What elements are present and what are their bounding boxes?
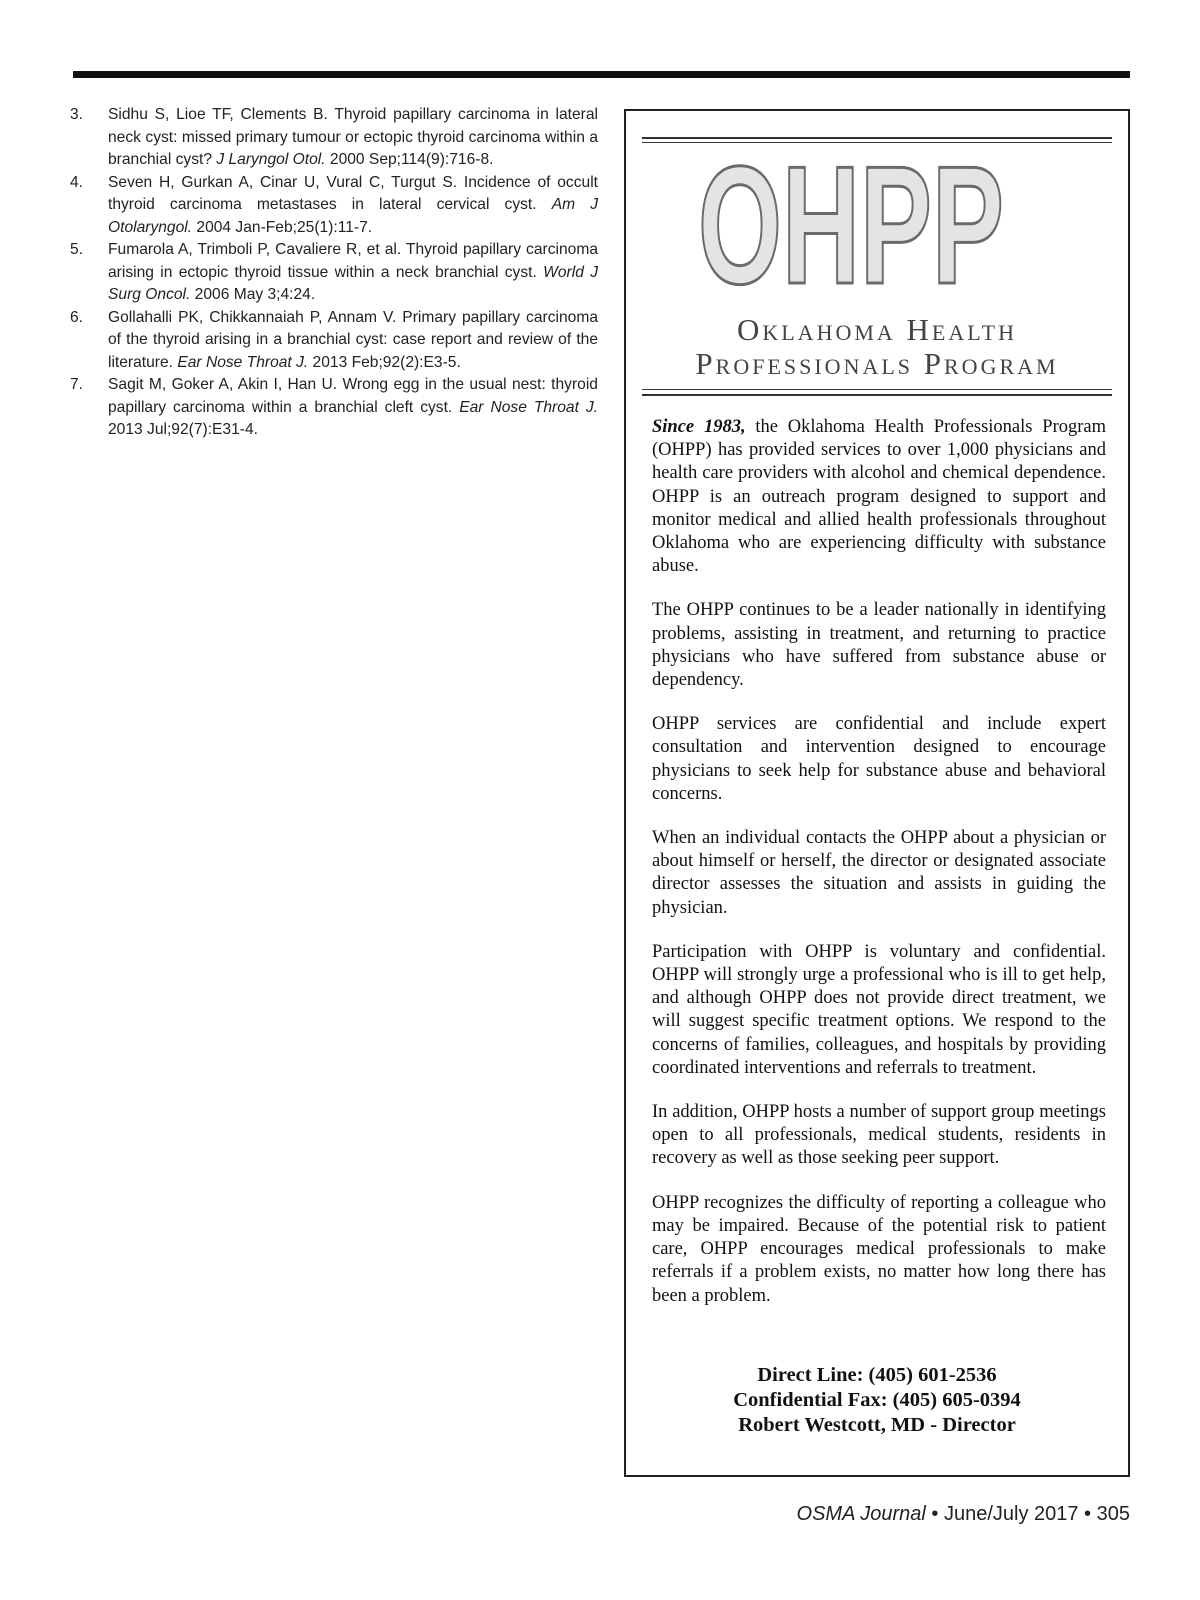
paragraph: Participation with OHPP is voluntary and confidential. OHPP will strongly urge a professional who is ill to get help, and although OHPP does not provide direct treatment, we will suggest specific treatment options. We respond to the concerns of families, colleagues, and hospitals by providing coordinated interventions and referrals to treatment. (652, 941, 1106, 1078)
page-footer: OSMA Journal • June/July 2017 • 305 (796, 1503, 1130, 1525)
journal-name: Ear Nose Throat J. (177, 353, 309, 371)
org-name: Oklahoma Health Professionals Program (695, 312, 1059, 381)
reference-number: 7. (70, 376, 84, 393)
divider (642, 389, 1112, 390)
reference-item (70, 374, 598, 442)
reference-item (70, 239, 598, 307)
reference-text: Gollahalli PK, Chikkannaiah P, Annam V. Primary papillary carcinoma of the thyroid arising in a branchial cyst: case report and review of the literature. Ear Nose Throat J. 2013 Feb;92(2):E3-5. (108, 308, 598, 371)
direct-line: Direct Line: (405) 601-2536 (757, 1364, 997, 1386)
ohpp-advertisement (624, 109, 1130, 1477)
journal-name: World J Surg Oncol. (108, 263, 598, 303)
reference-text: Fumarola A, Trimboli P, Cavaliere R, et al. Thyroid papillary carcinoma arising in ectopic thyroid tissue within a neck branchial cyst. World J Surg Oncol. 2006 May 3;4:24. (108, 241, 598, 303)
reference-text: Sidhu S, Lioe TF, Clements B. Thyroid papillary carcinoma in lateral neck cyst: missed primary tumour or ectopic thyroid carcinoma within a branchial cyst? J Laryngol Otol. 2000 Sep;114(9):716-8. (108, 106, 598, 168)
divider (642, 394, 1112, 396)
svg-text:OHPP: OHPP (698, 131, 1004, 319)
reference-number: 3. (70, 106, 84, 123)
journal-title: OSMA Journal (796, 1503, 926, 1525)
paragraph: OHPP recognizes the difficulty of reporting a colleague who may be impaired. Because of the potential risk to patient care, OHPP encourages medical professionals to make referrals if a problem exists, no matter how long there has been a problem. (652, 1192, 1106, 1306)
paragraph: In addition, OHPP hosts a number of support group meetings open to all professionals, medical students, residents in recovery as well as those seeking peer support. (652, 1102, 1106, 1169)
intro-lead: Since 1983, (652, 417, 746, 437)
paragraph: The OHPP continues to be a leader nationally in identifying problems, assisting in treatment, and returning to practice physicians who have suffered from substance abuse or dependency. (652, 600, 1106, 691)
ad-body (652, 416, 1106, 1329)
page-number: 305 (1096, 1503, 1130, 1525)
contact-block (640, 1363, 1114, 1438)
reference-number: 5. (70, 241, 84, 258)
header-rule (73, 71, 1130, 78)
director-line: Robert Westcott, MD - Director (738, 1414, 1016, 1436)
reference-text: Seven H, Gurkan A, Cinar U, Vural C, Turgut S. Incidence of occult thyroid carcinoma metastases in lateral cervical cyst. Am J Otolaryngol. 2004 Jan-Feb;25(1):11-7. (108, 173, 598, 236)
journal-name: Ear Nose Throat J. (459, 398, 598, 416)
reference-item (70, 172, 598, 240)
issue-date: June/July 2017 (943, 1503, 1079, 1525)
reference-text: Sagit M, Goker A, Akin I, Han U. Wrong egg in the usual nest: thyroid papillary carcinoma within a branchial cleft cyst. Ear Nose Throat J. 2013 Jul;92(7):E31-4. (108, 376, 598, 438)
paragraph: OHPP services are confidential and include expert consultation and intervention designed to encourage physicians to seek help for substance abuse and behavioral concerns. (652, 714, 1106, 804)
reference-number: 4. (70, 173, 84, 191)
fax-line: Confidential Fax: (405) 605-0394 (733, 1389, 1021, 1411)
paragraph: When an individual contacts the OHPP about a physician or about himself or herself, the director or designated associate director assesses the situation and assists in guiding the physician. (652, 828, 1106, 918)
reference-number: 6. (70, 308, 84, 326)
journal-name: J Laryngol Otol. (216, 151, 326, 168)
reference-list (70, 104, 598, 442)
reference-item (70, 307, 598, 375)
paragraph: Since 1983, the Oklahoma Health Professionals Program (OHPP) has provided services to over 1,000 physicians and health care providers with alcohol and chemical dependence. OHPP is an outreach program designed to support and monitor medical and allied health professionals throughout Oklahoma who are experiencing difficulty with substance abuse. (652, 417, 1106, 577)
ohpp-logo (696, 131, 1006, 319)
journal-name: Am J Otolaryngol. (108, 196, 598, 236)
reference-item (70, 104, 598, 172)
